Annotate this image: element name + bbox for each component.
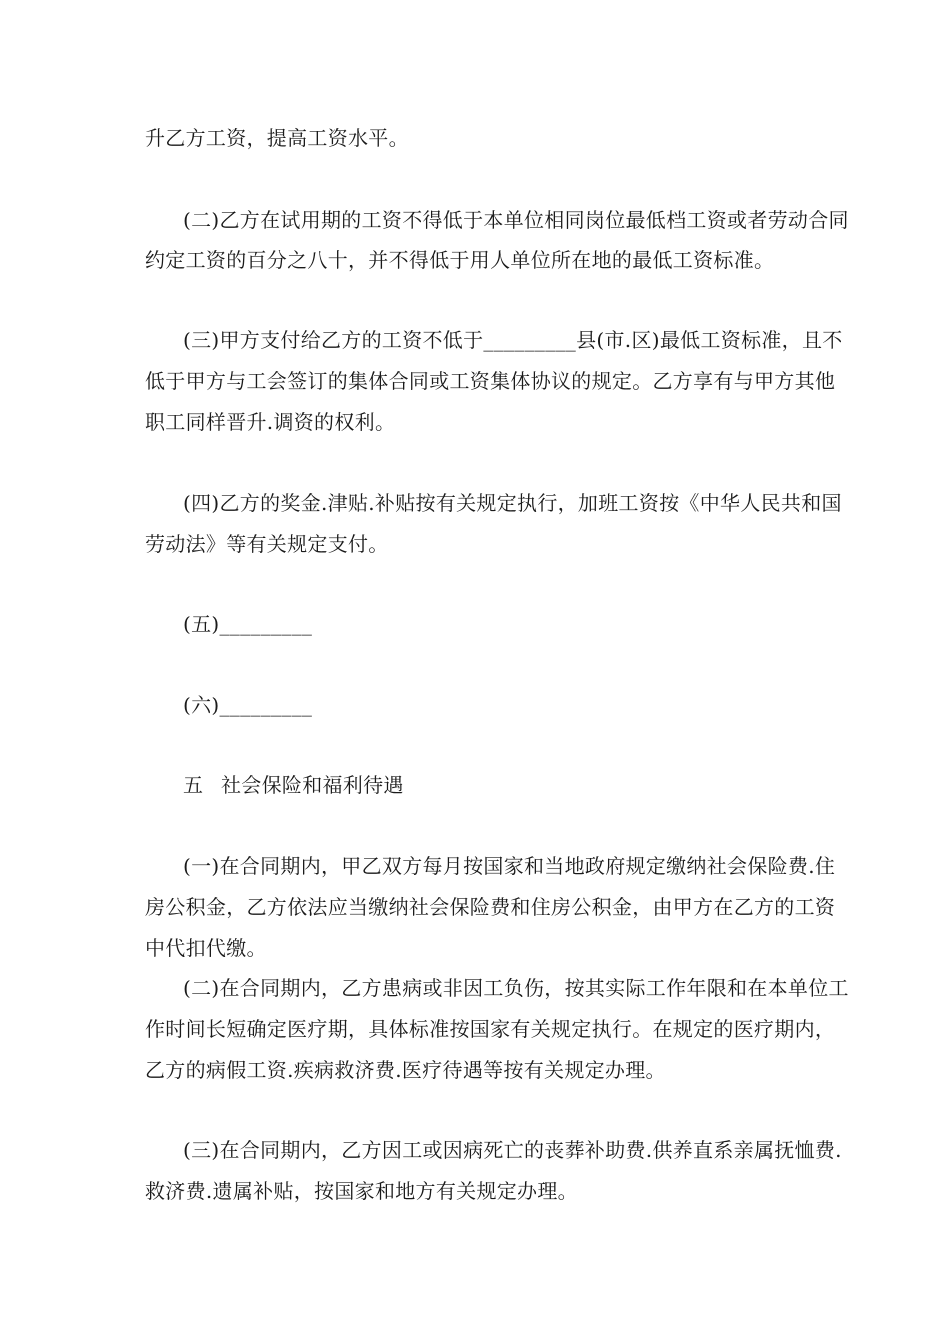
text-line: 救济费.遗属补贴，按国家和地方有关规定办理。 xyxy=(145,1179,578,1203)
text-line: 劳动法》等有关规定支付。 xyxy=(145,532,389,556)
text-line: 房公积金，乙方依法应当缴纳社会保险费和住房公积金，由甲方在乙方的工资 xyxy=(145,895,836,919)
text-line: (二)在合同期内，乙方患病或非因工负伤，按其实际工作年限和在本单位工 xyxy=(183,976,849,1000)
text-line: (四)乙方的奖金.津贴.补贴按有关规定执行，加班工资按《中华人民共和国 xyxy=(183,491,842,515)
text-line: 中代扣代缴。 xyxy=(145,936,267,960)
text-line: 职工同样晋升.调资的权利。 xyxy=(145,410,396,434)
text-line: 乙方的病假工资.疾病救济费.医疗待遇等按有关规定办理。 xyxy=(145,1058,666,1082)
text-line: 低于甲方与工会签订的集体合同或工资集体协议的规定。乙方享有与甲方其他 xyxy=(145,369,836,393)
text-line: (三)在合同期内，乙方因工或因病死亡的丧葬补助费.供养直系亲属抚恤费. xyxy=(183,1138,842,1162)
section-title: 社会保险和福利待遇 xyxy=(221,773,404,797)
section-heading xyxy=(183,773,404,797)
fill-in-item: (六)_________ xyxy=(183,693,313,717)
text-line: 约定工资的百分之八十，并不得低于用人单位所在地的最低工资标准。 xyxy=(145,248,775,272)
fill-in-item: (五)_________ xyxy=(183,612,313,636)
section-number: 五 xyxy=(183,773,204,797)
text-line: 作时间长短确定医疗期，具体标准按国家有关规定执行。在规定的医疗期内， xyxy=(145,1017,836,1041)
text-line: (一)在合同期内，甲乙双方每月按国家和当地政府规定缴纳社会保险费.住 xyxy=(183,854,836,878)
text-line: 升乙方工资，提高工资水平。 xyxy=(145,126,409,150)
text-line: (二)乙方在试用期的工资不得低于本单位相同岗位最低档工资或者劳动合同 xyxy=(183,208,849,232)
text-line: (三)甲方支付给乙方的工资不低于_________县(市.区)最低工资标准，且不 xyxy=(183,328,843,352)
